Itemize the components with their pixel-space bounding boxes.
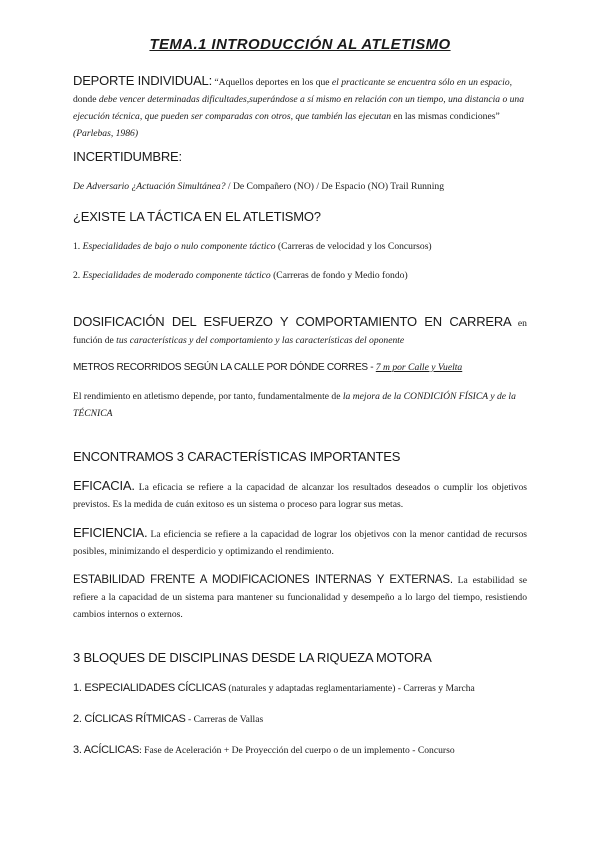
incertidumbre-text (73, 178, 527, 195)
quote-italic-2: debe vencer determinadas dificultades,superándose a sí mismo en relación con un tiempo, una distancia o una ejecución técnica, que pueden ser comparadas con otros, que también las ejecutan (73, 94, 525, 122)
quote-end: en las mismas condiciones” (391, 111, 500, 122)
bloque-label: 2. CÍCLICAS RÍTMICAS (73, 713, 186, 725)
item-rest: (Carreras de fondo y Medio fondo) (270, 270, 408, 281)
estabilidad-label: ESTABILIDAD FRENTE A MODIFICACIONES INTERNAS Y EXTERNAS. (73, 574, 453, 586)
dosificacion-italic: tus características y del comportamiento y las características del oponente (116, 335, 405, 346)
bloque-label: 3. ACÍCLICAS (73, 744, 140, 756)
item-number: 1. (73, 241, 83, 252)
dosificacion-section (73, 313, 527, 349)
dosificacion-text: en función de (73, 318, 527, 346)
item-rest: (Carreras de velocidad y los Concursos) (275, 241, 432, 252)
incertidumbre-rest: / De Compañero (NO) / De Espacio (NO) Trail Running (225, 181, 444, 192)
item-italic: Especialidades de bajo o nulo componente táctico (82, 241, 276, 252)
tactica-heading: ¿EXISTE LA TÁCTICA EN EL ATLETISMO? (73, 209, 321, 224)
quote-citation: (Parlebas, 1986) (73, 128, 139, 139)
metros-line (73, 359, 527, 376)
deporte-individual-section (73, 72, 527, 142)
bloque-label: 1. ESPECIALIDADES CÍCLICAS (73, 682, 226, 694)
incertidumbre-italic: De Adversario ¿Actuación Simultánea? (73, 181, 226, 192)
eficiencia-block (73, 524, 527, 560)
quote-open: “Aquellos deportes en los que (212, 77, 332, 88)
tactica-item-2 (73, 267, 527, 284)
bloque-text: - Carreras de Vallas (185, 714, 264, 725)
bloque-text: : Fase de Aceleración + De Proyección del cuerpo o de un implemento - Concurso (139, 745, 455, 756)
incertidumbre-heading: INCERTIDUMBRE: (73, 149, 182, 164)
eficacia-block (73, 477, 527, 513)
caracteristicas-heading: ENCONTRAMOS 3 CARACTERÍSTICAS IMPORTANTES (73, 449, 401, 464)
eficiencia-text: La eficiencia se refiere a la capacidad de lograr los objetivos con la menor cantidad de recursos posibles, minimizando el desperdicio y optimizando el rendimiento. (73, 529, 527, 557)
rendimiento-italic: la mejora de la CONDICIÓN FÍSICA y de la TÉCNICA (73, 391, 516, 419)
item-italic: Especialidades de moderado componente táctico (82, 270, 271, 281)
quote-mid: donde (73, 94, 99, 105)
deporte-heading: DEPORTE INDIVIDUAL: (73, 73, 212, 88)
metros-label: METROS RECORRIDOS SEGÚN LA CALLE POR DÓNDE CORRES - (73, 362, 376, 373)
rendimiento-plain: El rendimiento en atletismo depende, por tanto, fundamentalmente de (73, 391, 343, 402)
item-number: 2. (73, 270, 83, 281)
bloque-1 (73, 680, 527, 697)
estabilidad-block (73, 572, 527, 623)
dosificacion-heading: DOSIFICACIÓN DEL ESFUERZO Y COMPORTAMIENTO EN CARRERA (73, 314, 512, 329)
bloques-heading: 3 BLOQUES DE DISCIPLINAS DESDE LA RIQUEZA MOTORA (73, 650, 432, 665)
eficiencia-label: EFICIENCIA. (73, 525, 148, 540)
bloque-3 (73, 742, 527, 759)
metros-value: 7 m por Calle y Vuelta (375, 362, 463, 373)
eficacia-label: EFICACIA. (73, 478, 135, 493)
estabilidad-text: La estabilidad se refiere a la capacidad de un sistema para mantener su funcionalidad y desempeño a lo largo del tiempo, resistiendo cambios internos o externos. (73, 575, 527, 620)
quote-italic-1: el practicante se encuentra sólo en un espacio, (331, 77, 513, 88)
bloque-2 (73, 711, 527, 728)
bloque-text: (naturales y adaptadas reglamentariamente) - Carreras y Marcha (225, 683, 475, 694)
page-title: TEMA.1 INTRODUCCIÓN AL ATLETISMO (149, 36, 451, 53)
eficacia-text: La eficacia se refiere a la capacidad de alcanzar los resultados deseados o cumplir los objetivos previstos. Es la medida de cuán exitoso es un sistema o proceso para lograr sus metas. (73, 482, 527, 510)
rendimiento-text (73, 388, 527, 422)
tactica-item-1 (73, 238, 527, 255)
